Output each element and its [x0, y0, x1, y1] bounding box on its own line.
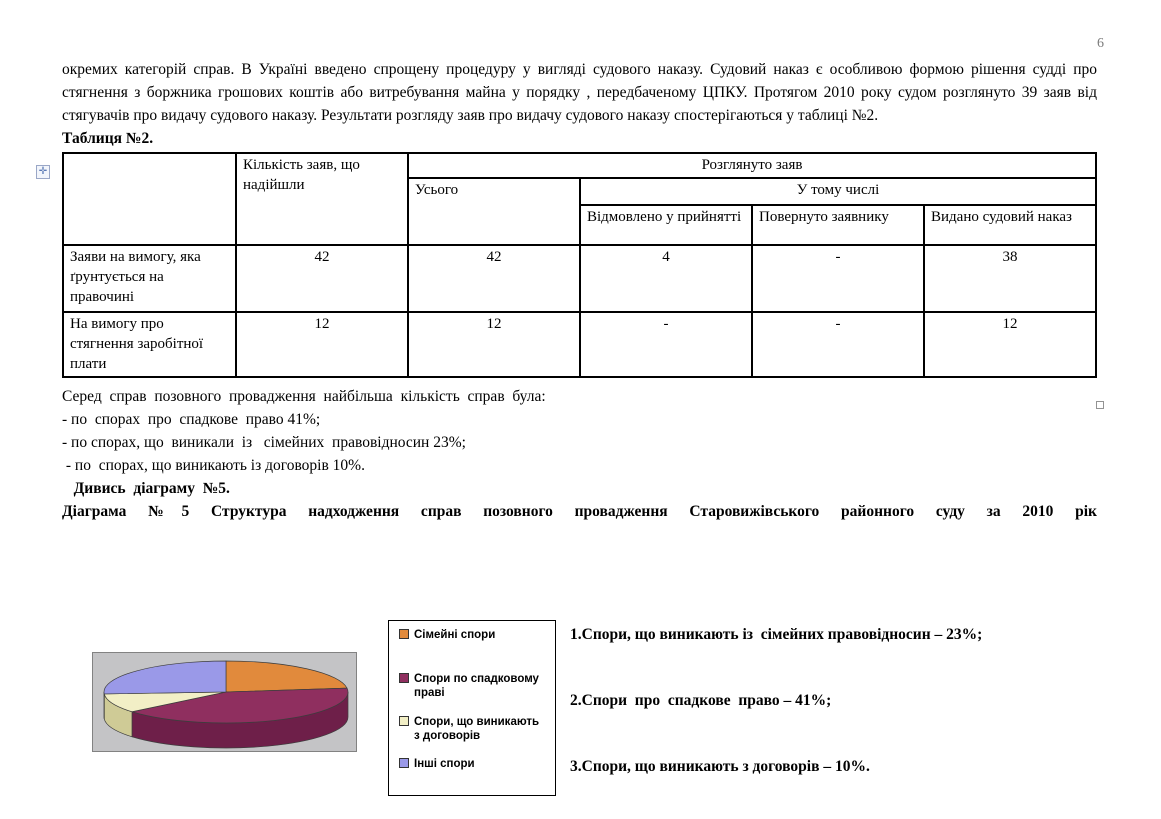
- legend-item: [399, 672, 542, 700]
- cell-value: 12: [924, 312, 1096, 377]
- header-considered: Розглянуто заяв: [408, 153, 1096, 178]
- bullet-line: - по спорах про спадкове право 41%;: [62, 411, 321, 428]
- header-received: Кількість заяв, що надійшли: [236, 153, 408, 245]
- row-label: На вимогу про стягнення заробітної плати: [63, 312, 236, 377]
- diagram-title: Діаграма №5 Структура надходження справ позовного провадження Старовижівського районного суду за 2010 рік: [62, 503, 1097, 520]
- table-row: [63, 245, 1096, 312]
- cell-value: 12: [236, 312, 408, 377]
- header-including: У тому числі: [580, 178, 1096, 205]
- table-row: [63, 312, 1096, 377]
- intro-line: Серед справ позовного провадження найбільша кількість справ була:: [62, 388, 546, 405]
- data-table: [62, 152, 1097, 378]
- see-diagram-line: Дивись діаграму №5.: [62, 480, 230, 497]
- note-line: 2.Спори про спадкове право – 41%;: [570, 692, 832, 709]
- header-empty-cell: [63, 153, 236, 245]
- cell-value: 4: [580, 245, 752, 312]
- note-line: 1.Спори, що виникають із сімейних правовідносин – 23%;: [570, 626, 983, 643]
- row-label: Заяви на вимогу, яка ґрунтується на правочині: [63, 245, 236, 312]
- cell-value: -: [580, 312, 752, 377]
- legend-swatch-other-icon: [399, 758, 409, 768]
- note-line: 3.Спори, що виникають з договорів – 10%.: [570, 758, 870, 775]
- legend-swatch-contracts-icon: [399, 716, 409, 726]
- legend-swatch-family-icon: [399, 629, 409, 639]
- bullet-line: - по спорах, що виникають із договорів 10%.: [62, 457, 365, 474]
- legend-swatch-inheritance-icon: [399, 673, 409, 683]
- table-resize-handle-icon[interactable]: [1096, 401, 1104, 409]
- cell-value: 42: [408, 245, 580, 312]
- pie-chart: [93, 653, 356, 751]
- chart-legend: [388, 620, 556, 796]
- legend-label: Спори по спадковому праві: [414, 673, 539, 699]
- cell-value: -: [752, 312, 924, 377]
- legend-item: [399, 757, 542, 771]
- cell-value: -: [752, 245, 924, 312]
- summary-notes: [570, 580, 1130, 800]
- table-caption: Таблиця №2.: [62, 130, 154, 147]
- header-total: Усього: [408, 178, 580, 245]
- page-number: 6: [1097, 36, 1104, 51]
- legend-label: Сімейні спори: [414, 629, 496, 641]
- legend-item: [399, 715, 542, 743]
- document-content: [62, 58, 1097, 523]
- legend-item: [399, 628, 542, 642]
- legend-label: Інші спори: [414, 758, 475, 770]
- header-returned: Повернуто заявнику: [752, 205, 924, 245]
- legend-label: Спори, що виникають з договорів: [414, 716, 540, 742]
- header-refused: Відмовлено у прийнятті: [580, 205, 752, 245]
- cell-value: 12: [408, 312, 580, 377]
- body-paragraph: окремих категорій справ. В Україні введено спрощену процедуру у вигляді судового наказу. Судовий наказ є особливою формою рішення судді про стягнення з боржника грошових коштів або витребування майна у порядку , передбаченому ЦПКУ. Протягом 2010 року судом розглянуто 39 заяв від стягувачів про видачу судового наказу. Результати розгляду заяв про видачу судового наказу спостерігаються у таблиці №2.: [62, 61, 1097, 124]
- table-move-handle-icon[interactable]: ✛: [36, 165, 50, 179]
- bullet-line: - по спорах, що виникали із сімейних правовідносин 23%;: [62, 434, 466, 451]
- pie-chart-area: [92, 652, 357, 752]
- cell-value: 38: [924, 245, 1096, 312]
- header-issued: Видано судовий наказ: [924, 205, 1096, 245]
- cell-value: 42: [236, 245, 408, 312]
